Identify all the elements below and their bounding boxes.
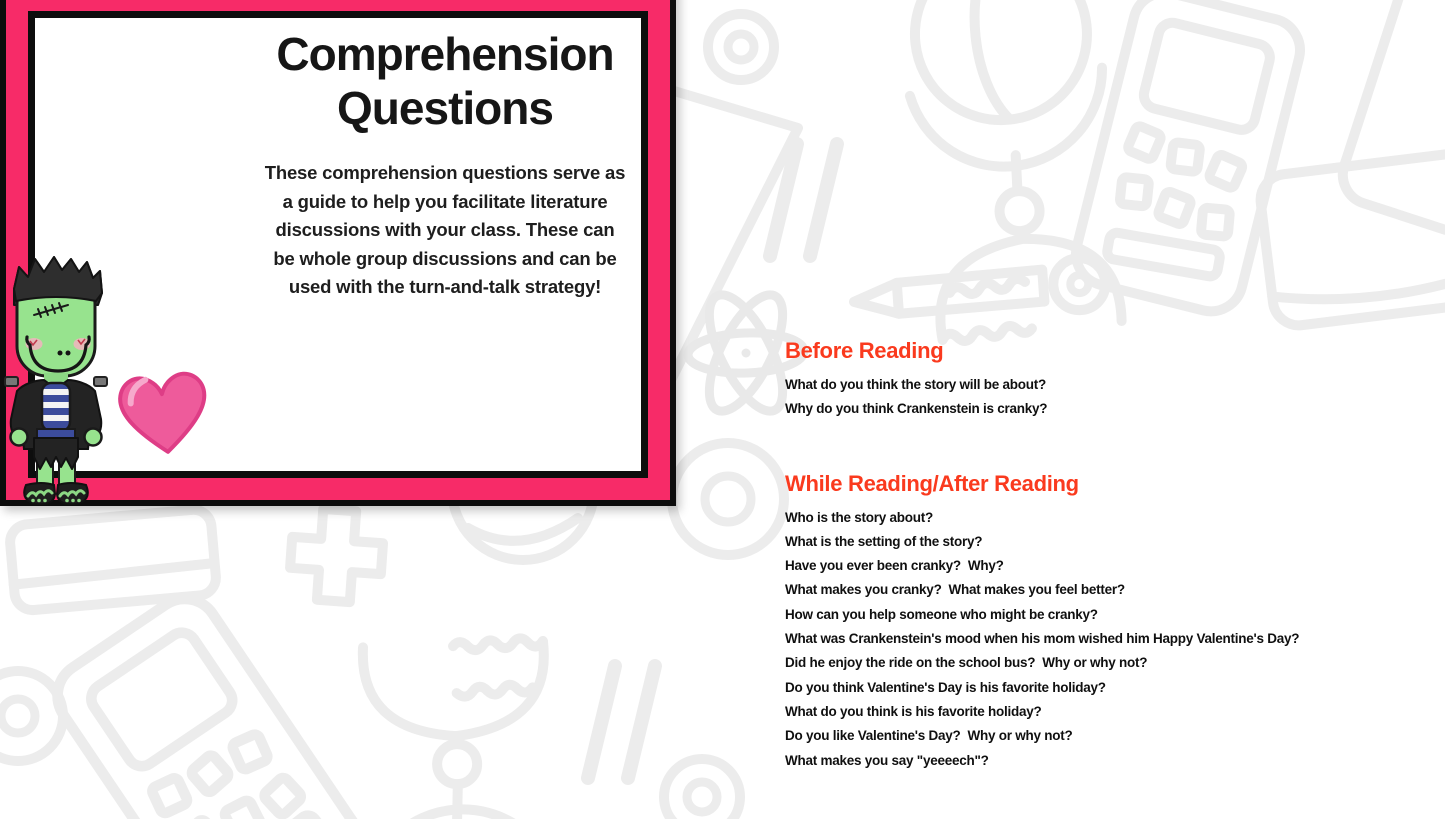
question-line: Do you like Valentine's Day? Why or why not? [785, 728, 1073, 744]
question-line: What do you think the story will be about? [785, 377, 1046, 392]
character-hand-left [11, 429, 28, 446]
doodle-slash-marks-bottom [588, 666, 655, 778]
doodle-notebook [1258, 148, 1445, 329]
doodle-calculator-bottom [44, 586, 371, 819]
question-line: Have you ever been cranky? Why? [785, 558, 1004, 574]
question-line: Who is the story about? [785, 509, 933, 525]
card-description: These comprehension questions serve as a guide to help you facilitate literature discussions with your class. These can be whole group discussions and can be used with the turn-and-talk strategy! [264, 162, 626, 297]
heart-illustration [107, 359, 221, 469]
question-line: What makes you cranky? What makes you feel better? [785, 582, 1125, 598]
page-title-line-2: Questions [337, 82, 553, 134]
doodle-desk-globe-bottom [356, 637, 563, 819]
question-line: How can you help someone who might be cranky? [785, 606, 1098, 622]
doodle-rounded-rectangle [1335, 0, 1445, 238]
section-while-after-reading [785, 471, 1395, 773]
doodle-plus-shape [288, 507, 385, 604]
question-line: Do you think Valentine's Day is his favorite holiday? [785, 679, 1106, 695]
character-bolt-right [94, 377, 107, 386]
question-line: Did he enjoy the ride on the school bus? Why or why not? [785, 655, 1148, 671]
character-hand-right [85, 429, 102, 446]
section-heading-before-reading: Before Reading [785, 338, 944, 363]
character-eye-right [66, 351, 71, 356]
questions-column [785, 338, 1395, 773]
doodle-ring-left [0, 671, 63, 761]
character-bolt-left [5, 377, 18, 386]
page-title [240, 27, 650, 135]
character-waistband [37, 429, 75, 438]
question-line: What makes you say "yeeeech"? [785, 752, 989, 768]
question-line: What do you think is his favorite holiday? [785, 703, 1042, 719]
character-pants [34, 438, 78, 469]
section-before-reading [785, 338, 1395, 422]
section-heading-while-after-reading: While Reading/After Reading [785, 470, 1079, 496]
question-line: What was Crankenstein's mood when his mom wished him Happy Valentine's Day? [785, 631, 1300, 647]
page-title-line-1: Comprehension [276, 28, 614, 80]
question-line: What is the setting of the story? [785, 533, 983, 549]
doodle-target-circles [672, 443, 784, 555]
question-line: Why do you think Crankenstein is cranky? [785, 401, 1048, 417]
doodle-ring-bottom [664, 759, 740, 819]
doodle-ring [708, 14, 774, 80]
frankenstein-character-illustration [4, 253, 108, 505]
character-eye-left [58, 351, 63, 356]
comprehension-card [0, 0, 676, 506]
